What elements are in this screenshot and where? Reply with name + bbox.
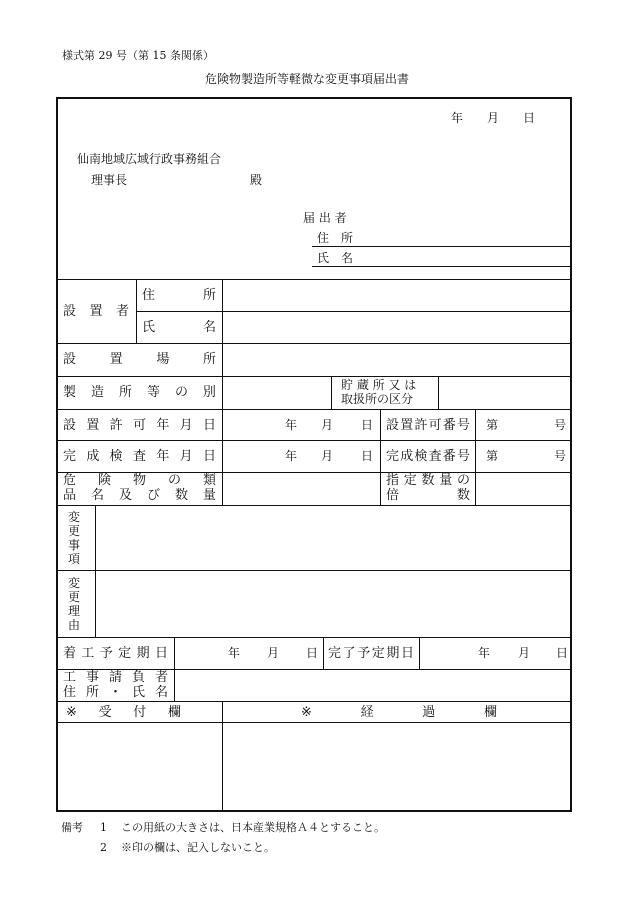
applicant-name-line[interactable]: [312, 266, 570, 267]
form-number: 様式第 29 号（第 15 条関係）: [62, 49, 214, 62]
storage-category-label-2: 取扱所の区分: [341, 392, 414, 406]
start-month-unit: 月: [267, 646, 280, 660]
contractor-label-2: 住 所 ・ 氏 名: [63, 685, 168, 700]
contractor-field[interactable]: [176, 671, 570, 700]
installer-name-field[interactable]: [224, 313, 570, 342]
installer-address-label: 住 所: [142, 288, 216, 303]
completion-day-unit: 日: [556, 646, 569, 660]
notes-label: 備考: [61, 821, 83, 834]
permit-day-unit: 日: [361, 418, 374, 432]
inspection-day-unit: 日: [361, 449, 374, 463]
designated-qty-label-2: 倍 数: [386, 488, 470, 503]
page-title: 危険物製造所等軽微な変更事項届出書: [205, 72, 410, 86]
storage-category-field[interactable]: [440, 378, 570, 408]
progress-area: [224, 724, 570, 810]
installer-label: 設 置 者: [63, 304, 129, 319]
change-reason-label: 変更理由: [67, 576, 80, 632]
note-2-text: ※印の欄は、記入しないこと。: [121, 841, 275, 854]
hazmat-label-1: 危 険 物 の 類: [63, 473, 216, 488]
change-items-label: 変更事項: [67, 510, 80, 566]
storage-category-label-1: 貯 蔵 所 又 は: [341, 378, 417, 392]
permit-number-label: 設 置 許 可 番 号: [386, 418, 470, 433]
installer-name-label: 氏 名: [142, 320, 216, 335]
location-field[interactable]: [224, 345, 570, 375]
reception-label: ※ 受 付 欄: [66, 705, 181, 720]
note-1-text: この用紙の大きさは、日本産業規格Ａ４とすること。: [121, 821, 385, 834]
note-1-number: 1: [100, 821, 107, 834]
designated-qty-label-1: 指 定 数 量 の: [386, 473, 470, 488]
permit-number-suffix: 号: [554, 418, 567, 432]
inspection-number-suffix: 号: [554, 449, 567, 463]
start-day-unit: 日: [306, 646, 319, 660]
facility-type-field[interactable]: [224, 378, 330, 408]
contractor-label-1: 工 事 請 負 者: [63, 670, 168, 685]
progress-label: ※ 経 過 欄: [301, 705, 497, 720]
inspection-number-label: 完 成 検 査 番 号: [386, 449, 470, 464]
completion-month-unit: 月: [518, 646, 531, 660]
change-reason-field[interactable]: [97, 572, 570, 636]
note-2-number: 2: [100, 841, 107, 854]
addressee-organization: 仙南地域広域行政事務組合: [77, 152, 222, 166]
hazmat-field[interactable]: [224, 474, 379, 504]
applicant-heading: 届 出 者: [303, 211, 347, 225]
hazmat-label-2: 品 名 及 び 数 量: [63, 488, 216, 503]
permit-year-unit: 年: [285, 418, 298, 432]
permit-number-prefix: 第: [486, 418, 499, 432]
inspection-year-unit: 年: [285, 449, 298, 463]
reception-area: [58, 724, 221, 810]
completion-year-unit: 年: [478, 646, 491, 660]
submission-date[interactable]: 年 月 日: [451, 111, 536, 125]
start-date-label: 着 工 予 定 期 日: [63, 646, 168, 661]
completion-date-label: 完 了 予 定 期 日: [328, 646, 414, 661]
inspection-date-label: 完 成 検 査 年 月 日: [63, 449, 216, 464]
inspection-number-prefix: 第: [486, 449, 499, 463]
installer-address-field[interactable]: [224, 281, 570, 310]
applicant-address-label: 住 所: [317, 231, 354, 245]
applicant-name-label: 氏 名: [317, 251, 354, 265]
facility-type-label: 製 造 所 等 の 別: [63, 385, 216, 400]
permit-month-unit: 月: [321, 418, 334, 432]
change-items-field[interactable]: [97, 507, 570, 569]
start-year-unit: 年: [228, 646, 241, 660]
applicant-address-line[interactable]: [312, 246, 570, 247]
inspection-month-unit: 月: [321, 449, 334, 463]
permit-date-label: 設 置 許 可 年 月 日: [63, 418, 216, 433]
honorific: 殿: [250, 173, 263, 187]
addressee-title: 理事長: [91, 173, 128, 187]
location-label: 設 置 場 所: [63, 352, 216, 367]
designated-qty-field[interactable]: [477, 474, 570, 504]
